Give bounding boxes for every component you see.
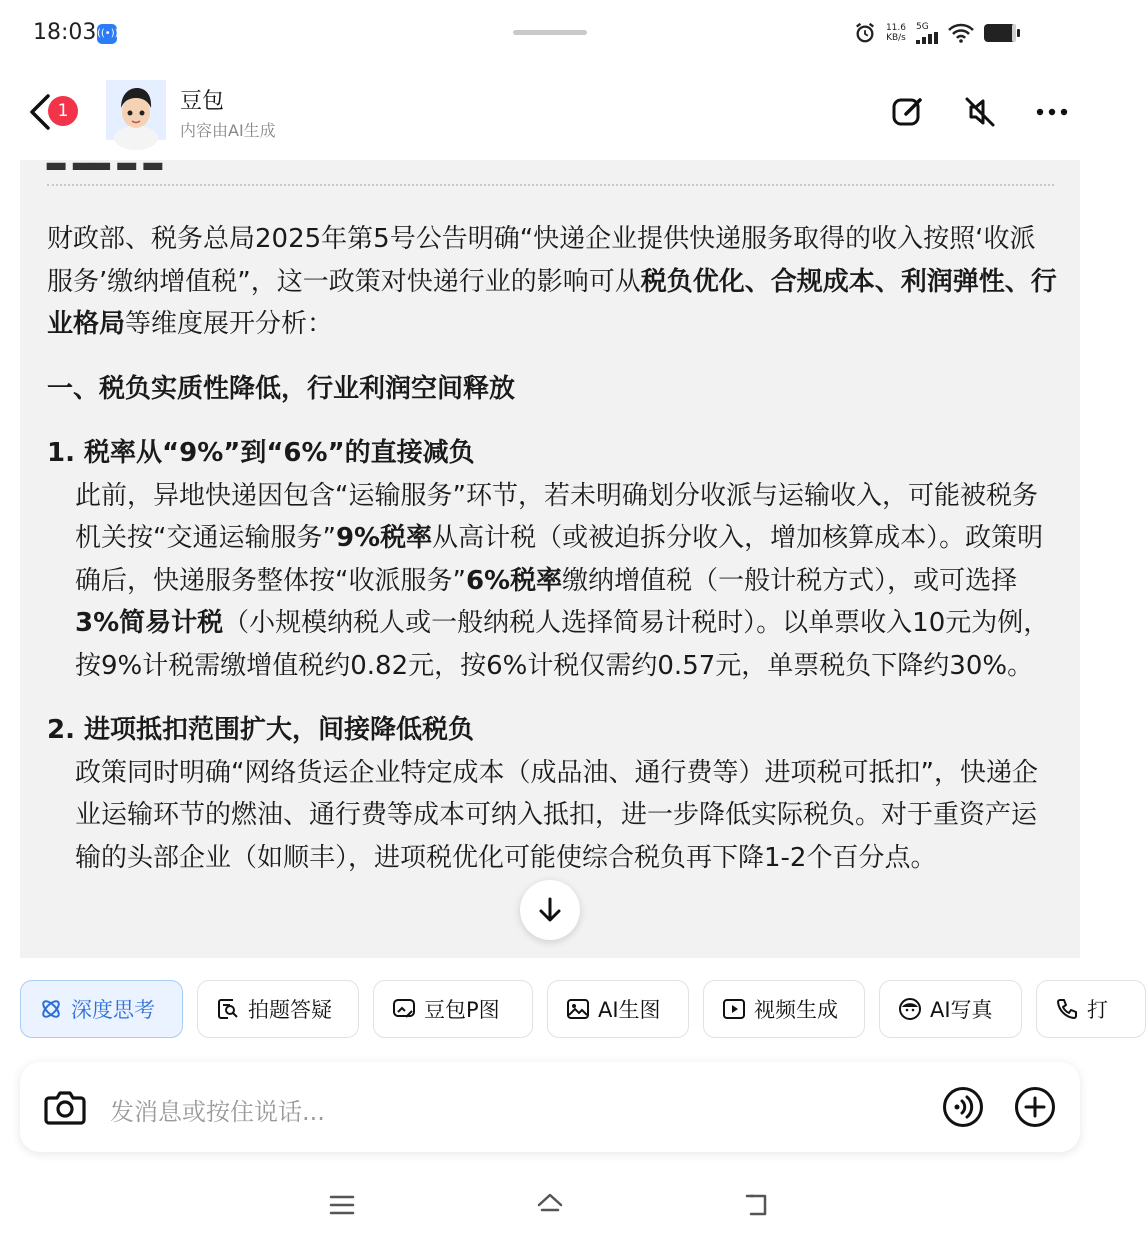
item-paragraph: 政策同时明确“网络货运企业特定成本（成品油、通行费等）进项税可抵扣”，快递企业运输环节的燃油、通行费等成本可纳入抵扣，进一步降低实际税负。对于重资产运输的头部企业（如顺丰），进项税优化可能使综合税负再下降1-2个百分点。 [75,757,1038,873]
phone-icon [1055,997,1079,1021]
broadcast-icon: ((•)) [97,24,117,44]
chip-deep-think[interactable]: 深度思考 [20,980,183,1038]
cut-off-text: ▂ ▂▂ ▂ ▂ [47,142,163,170]
message-card [20,142,1080,958]
chip-ai-portrait[interactable]: AI写真 [879,980,1022,1038]
ai-generated-note: 内容由AI生成 [180,121,276,140]
message-body [47,218,1057,879]
chat-header [0,72,1100,152]
divider [47,184,1054,186]
bot-name: 豆包 [180,89,225,114]
alarm-icon [854,22,876,44]
chip-image-edit[interactable]: 豆包P图 [373,980,533,1038]
battery-icon [984,23,1020,43]
atom-icon [39,997,63,1021]
image-edit-icon [392,997,416,1021]
item-heading: 1. 税率从“9%”到“6%”的直接减负 [47,438,475,468]
chip-call[interactable]: 打 [1036,980,1146,1038]
wifi-icon [948,23,974,43]
voice-call-icon[interactable] [942,1086,984,1128]
chip-photo-question[interactable]: 拍题答疑 [197,980,359,1038]
speaker-mute-icon[interactable] [962,94,998,130]
video-play-icon [722,997,746,1021]
avatar[interactable] [106,80,166,140]
system-icons [854,22,1020,44]
menu-icon[interactable] [327,1190,357,1220]
edit-icon[interactable] [890,94,926,130]
chip-ai-image[interactable]: AI生图 [547,980,689,1038]
plus-icon[interactable] [1014,1086,1056,1128]
net-speed: 11.6 KB/s [885,23,906,43]
signal-icon [916,32,938,44]
drag-handle[interactable] [513,30,587,35]
section-heading: 一、税负实质性降低，行业利润空间释放 [47,373,516,404]
home-icon[interactable] [535,1190,565,1220]
image-icon [566,997,590,1021]
scroll-to-bottom-button[interactable] [520,880,580,940]
photo-question-icon [216,997,240,1021]
shortcut-chips [20,980,1108,1042]
intro-paragraph: 财政部、税务总局2025年第5号公告明确“快递企业提供快递服务取得的收入按照‘收派服务’缴纳增值税”，这一政策对快递行业的影响可从税负优化、合规成本、利润弹性、行业格局等维度展开分析： [47,224,1057,339]
item-paragraph: 此前，异地快递因包含“运输服务”环节，若未明确划分收派与运输收入，可能被税务机关按“交通运输服务”9%税率从高计税（或被迫拆分收入，增加核算成本）。政策明确后，快递服务整体按“收派服务”6%税率缴纳增值税（一般计税方式），或可选择3%简易计税（小规模纳税人或一般纳税人选择简易计税时）。以单票收入10元为例，按9%计税需缴增值税约0.82元，按6%计税仅需约0.57元，单票税负下降约30%。 [75,480,1050,681]
chip-video[interactable]: 视频生成 [703,980,865,1038]
item-heading: 2. 进项抵扣范围扩大，间接降低税负 [47,715,475,745]
message-composer [20,1062,1080,1152]
back-nav-icon[interactable] [743,1190,773,1220]
camera-icon[interactable] [44,1087,86,1127]
status-bar [0,0,1100,70]
status-time: 18:03 [33,20,97,45]
unread-badge: 1 [48,96,78,126]
message-input[interactable]: 发消息或按住说话... [110,1098,325,1126]
network-type: 5G [916,22,929,32]
face-icon [898,997,922,1021]
more-icon[interactable] [1034,94,1070,130]
arrow-down-icon [538,897,562,923]
